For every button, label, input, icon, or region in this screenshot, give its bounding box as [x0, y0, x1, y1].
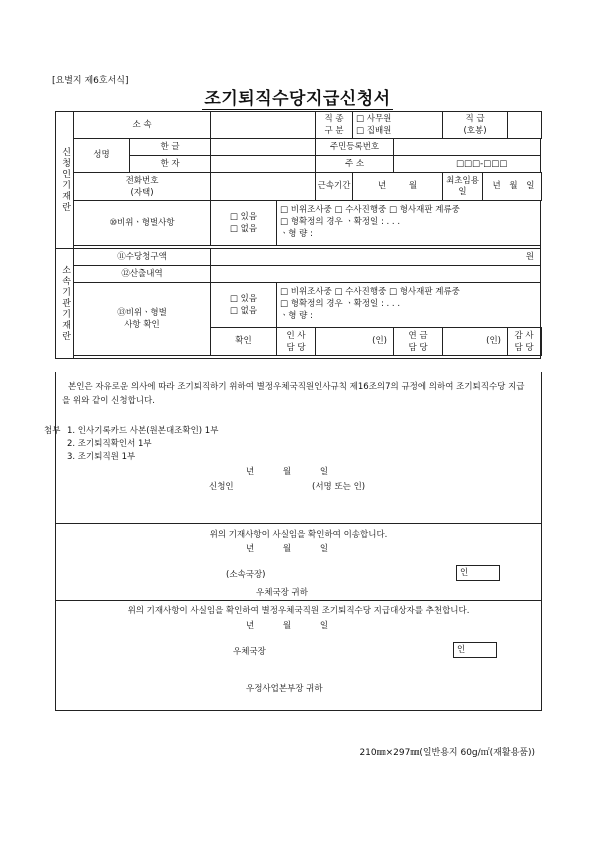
attachment-item-2: 2. 조기퇴직확인서 1부	[67, 439, 152, 449]
claim-amount-label: ⑪수당청구액	[74, 249, 211, 266]
name-korean-field[interactable]	[211, 139, 316, 156]
affiliation-field[interactable]	[211, 112, 316, 139]
pension-officer-seal[interactable]: (인)	[443, 328, 508, 356]
hr-officer-line1: 인 사	[286, 330, 306, 341]
attachment-item-3: 3. 조기퇴직원 1부	[67, 452, 136, 462]
divider-2	[56, 600, 541, 601]
name-hanja-label: 한 자	[130, 156, 211, 173]
first-appointment-label: 최초임용일	[443, 173, 483, 201]
grade-field[interactable]	[508, 112, 542, 139]
affiliation-label: 소 속	[74, 112, 211, 139]
hr-officer-line2: 담 당	[286, 342, 306, 353]
service-period-label: 근속기간	[316, 173, 353, 201]
claim-amount-field[interactable]: 원	[211, 249, 541, 266]
recommend-date[interactable]: 년 월 일	[246, 621, 329, 631]
applicant-section-label: 신청인기재란	[56, 112, 74, 249]
confirm-date[interactable]: 년 월 일	[246, 544, 329, 554]
misconduct-check-label	[74, 283, 211, 356]
misconduct-status-options[interactable]: □ 비위조사중 □ 수사진행중 □ 형사재판 계류중	[280, 205, 460, 215]
phone-label-line1: 전화번호	[125, 175, 159, 186]
misconduct-check-line1: ⑬비위ㆍ형벌	[117, 308, 167, 318]
misconduct-no-checkbox[interactable]: □ 없음	[229, 224, 258, 234]
mail-carrier-checkbox[interactable]: □ 집배원	[356, 126, 392, 136]
grade-label-line2: (호봉)	[463, 126, 487, 136]
misconduct-label: ⑩비위ㆍ형벌사항	[74, 201, 211, 246]
grade-label-line1: 직 급	[465, 114, 485, 124]
position-type-label	[316, 112, 353, 139]
position-type-label-line2: 구 분	[324, 126, 344, 136]
resident-no-label: 주민등록번호	[316, 139, 394, 156]
application-form-table	[55, 111, 542, 359]
misconduct-check-line2: 사항 확인	[124, 320, 160, 330]
agency-yes-no[interactable]	[211, 283, 277, 328]
declaration-area	[44, 372, 542, 711]
application-date[interactable]: 년 월 일	[246, 467, 329, 477]
attachments-label: 첨부	[44, 426, 61, 436]
pension-officer-line1: 연 금	[408, 330, 428, 341]
confirm-seal-box[interactable]: 인	[456, 565, 500, 581]
position-type-label-line1: 직 종	[324, 114, 344, 124]
position-type-options[interactable]	[353, 112, 443, 139]
applicant-sign-label: 신청인	[209, 482, 234, 492]
audit-officer-label	[508, 328, 541, 356]
calc-details-label: ⑫산출내역	[74, 266, 211, 283]
calc-details-field[interactable]	[211, 266, 541, 283]
name-korean-label: 한 글	[130, 139, 211, 156]
recommend-text: 위의 기재사항이 사실임을 확인하여 별정우체국직원 조기퇴직수당 지급대상자를 추천합니다.	[127, 606, 470, 616]
first-appointment-field[interactable]: 년 월 일	[483, 173, 542, 201]
agency-misconduct-sentence[interactable]: ㆍ형 량 :	[280, 311, 313, 321]
confirm-signer: (소속국장)	[226, 570, 266, 580]
service-period-field[interactable]: 년 월	[353, 173, 443, 201]
confirm-text: 위의 기재사항이 사실임을 확인하여 이송합니다.	[209, 530, 388, 540]
recommend-signer: 우체국장	[233, 647, 266, 657]
agency-section-label: 소속기관기재란	[56, 249, 74, 359]
confirm-label: 확인	[211, 328, 277, 356]
audit-officer-line2: 담 당	[514, 342, 534, 353]
misconduct-sentence[interactable]: ㆍ형 량 :	[280, 229, 313, 239]
clerk-checkbox[interactable]: □ 사무원	[356, 114, 392, 124]
agency-misconduct-status[interactable]	[277, 283, 541, 328]
form-title-text: 조기퇴직수당지급신청서	[204, 89, 391, 109]
misconduct-status[interactable]	[277, 201, 541, 246]
paper-spec-note: 210㎜×297㎜(일반용지 60g/㎡(재활용품))	[359, 748, 535, 758]
misconduct-confirmed-date[interactable]: □ 형확정의 경우 ㆍ확정일 : . . .	[280, 217, 401, 227]
form-code: [요별지 제6호서식]	[52, 76, 129, 86]
phone-label-line2: (자택)	[130, 187, 154, 198]
agency-misconduct-confirmed-date[interactable]: □ 형확정의 경우 ㆍ확정일 : . . .	[280, 299, 401, 309]
hr-officer-label	[277, 328, 316, 356]
address-label: 주 소	[316, 156, 394, 173]
agency-yes-checkbox[interactable]: □ 있음	[229, 294, 258, 304]
address-field[interactable]: □□□-□□□	[394, 156, 541, 173]
recommend-recipient: 우정사업본부장 귀하	[246, 684, 323, 694]
agency-misconduct-status-options[interactable]: □ 비위조사중 □ 수사진행중 □ 형사재판 계류중	[280, 287, 460, 297]
audit-officer-line1: 감 사	[514, 330, 534, 341]
audit-officer-seal[interactable]	[541, 328, 542, 356]
grade-label	[443, 112, 508, 139]
statement-text: 본인은 자유로운 의사에 따라 조기퇴직하기 위하여 별정우체국직원인사규칙 제16조의7의 규정에 의하여 조기퇴직수당 지급을 위와 같이 신청합니다.	[62, 382, 525, 406]
pension-officer-label	[394, 328, 443, 356]
applicant-sign-field[interactable]: (서명 또는 인)	[312, 482, 366, 492]
confirm-recipient: 우체국장 귀하	[256, 588, 308, 598]
resident-no-field[interactable]	[394, 139, 541, 156]
attachment-item-1: 1. 인사기록카드 사본(원본대조확인) 1부	[67, 426, 219, 436]
hr-officer-seal[interactable]: (인)	[316, 328, 394, 356]
divider-1	[56, 523, 541, 524]
pension-officer-line2: 담 당	[408, 342, 428, 353]
recommend-seal-box[interactable]: 인	[453, 642, 497, 658]
misconduct-yes-checkbox[interactable]: □ 있음	[229, 212, 258, 222]
name-hanja-field[interactable]	[211, 156, 316, 173]
phone-field[interactable]	[211, 173, 316, 201]
misconduct-yes-no[interactable]	[211, 201, 277, 246]
agency-section-spacer	[74, 356, 541, 359]
form-title	[0, 84, 595, 109]
agency-no-checkbox[interactable]: □ 없음	[229, 306, 258, 316]
phone-label	[74, 173, 211, 201]
name-label: 성명	[74, 139, 130, 173]
